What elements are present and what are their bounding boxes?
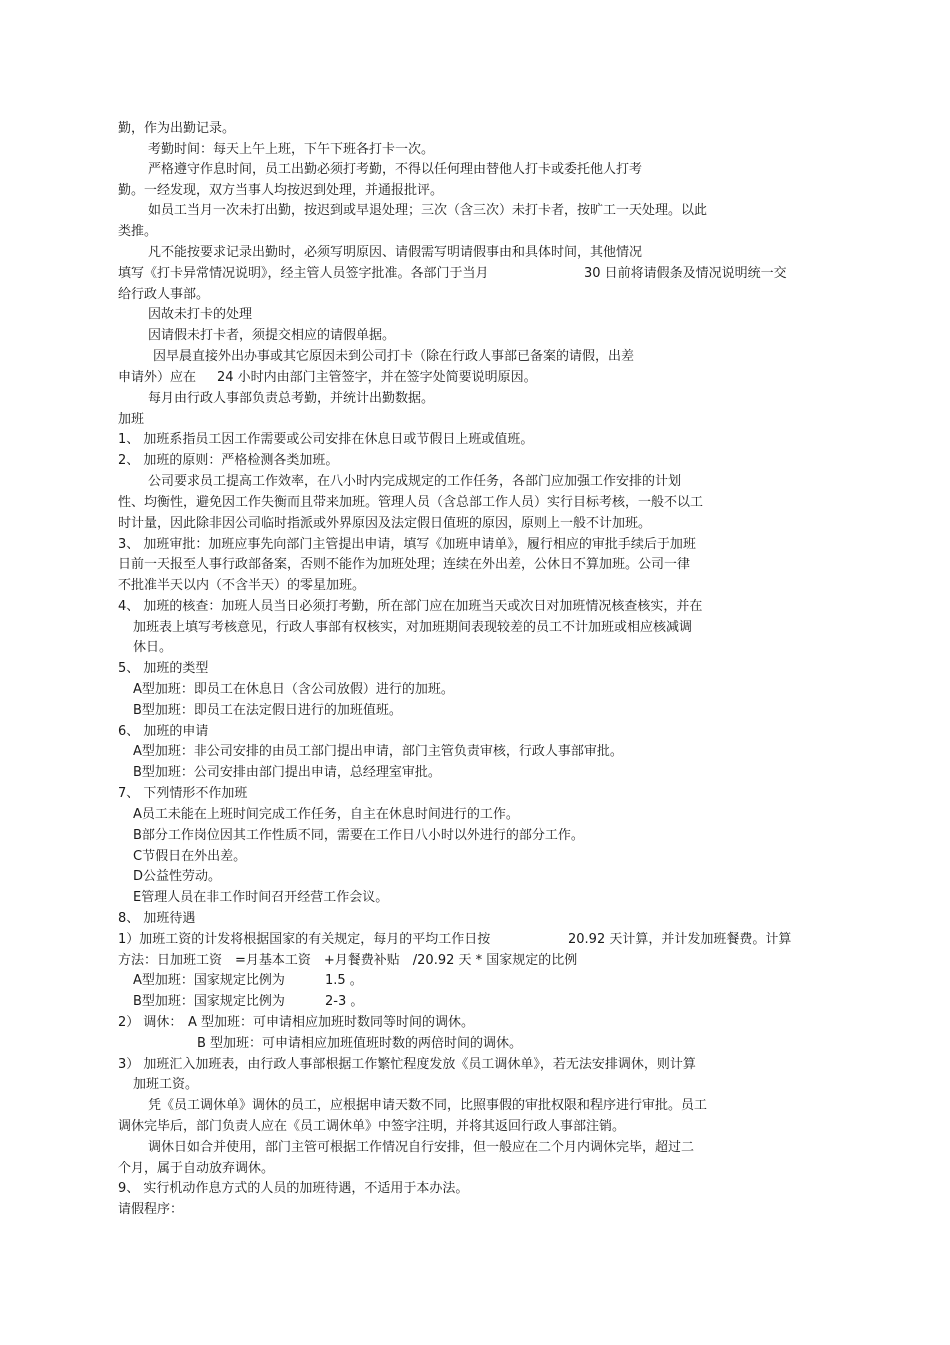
text-line: 30 日前将请假条及情况说明统一交 [584,266,787,281]
text-line: A员工未能在上班时间完成工作任务，自主在休息时间进行的工作。 [133,807,519,822]
text-line: 调休完毕后，部门负责人应在《员工调休单》中签字注明，并将其返回行政人事部注销。 [118,1119,626,1134]
text-line: 严格遵守作息时间，员工出勤必须打考勤，不得以任何理由替他人打卡或委托他人打考 [148,162,643,177]
section-heading: 请假程序： [118,1202,184,1217]
text-line: 个月，属于自动放弃调休。 [118,1161,275,1176]
text-line: B型加班：国家规定比例为 [133,994,285,1009]
text-line: 休日。 [133,640,173,655]
text-line: 日前一天报至人事行政部备案，否则不能作为加班处理；连续在外出差，公休日不算加班。公司一律 [118,557,691,572]
text-line: D公益性劳动。 [133,869,222,884]
text-line: 1.5 。 [325,973,363,988]
text-line: 每月由行政人事部负责总考勤，并统计出勤数据。 [148,391,435,406]
text-line: 方法：日加班工资 =月基本工资 +月餐费补贴 /20.92 天 * 国家规定的比例 [118,953,578,968]
text-line: 3） 加班汇入加班表，由行政人事部根据工作繁忙程度发放《员工调休单》，若无法安排调休，则计算 [118,1057,696,1072]
text-line: 7、 下列情形不作加班 [118,786,248,801]
text-line: 勤，作为出勤记录。 [118,121,236,136]
text-line: A型加班：国家规定比例为 [133,973,285,988]
text-line: 2） 调休： [118,1015,183,1030]
text-line: 申请外）应在 [118,370,197,385]
text-line: 凡不能按要求记录出勤时，必须写明原因、请假需写明请假事由和具体时间，其他情况 [148,245,643,260]
text-line: 给行政人事部。 [118,287,210,302]
text-line: B型加班：公司安排由部门提出申请，总经理室审批。 [133,765,441,780]
text-line: 性、均衡性，避免因工作失衡而且带来加班。管理人员（含总部工作人员）实行目标考核，一般不以工 [118,495,704,510]
text-line: B型加班：即员工在法定假日进行的加班值班。 [133,703,402,718]
text-line: 凭《员工调休单》调休的员工，应根据申请天数不同，比照事假的审批权限和程序进行审批。员工 [148,1098,708,1113]
text-line: 24 小时内由部门主管签字，并在签字处简要说明原因。 [217,370,537,385]
text-line: 2、 加班的原则：严格检测各类加班。 [118,453,339,468]
text-line: 不批准半天以内（不含半天）的零星加班。 [118,578,366,593]
text-line: A 型加班：可申请相应加班时数同等时间的调休。 [188,1015,475,1030]
text-line: C节假日在外出差。 [133,849,247,864]
text-line: 时计量，因此除非因公司临时指派或外界原因及法定假日值班的原因，原则上一般不计加班。 [118,516,652,531]
text-line: A型加班：即员工在休息日（含公司放假）进行的加班。 [133,682,454,697]
text-line: 加班表上填写考核意见，行政人事部有权核实，对加班期间表现较差的员工不计加班或相应核减调 [133,620,693,635]
text-line: 公司要求员工提高工作效率，在八小时内完成规定的工作任务，各部门应加强工作安排的计划 [148,474,682,489]
text-line: A型加班：非公司安排的由员工部门提出申请，部门主管负责审核，行政人事部审批。 [133,744,623,759]
text-line: 2-3 。 [325,994,364,1009]
text-line: 如员工当月一次未打出勤，按迟到或早退处理；三次（含三次）未打卡者，按旷工一天处理。以此 [148,203,708,218]
text-line: 考勤时间：每天上午上班，下午下班各打卡一次。 [148,142,435,157]
text-line: 加班工资。 [133,1077,199,1092]
text-line: 1、 加班系指员工因工作需要或公司安排在休息日或节假日上班或值班。 [118,432,534,447]
text-line: 8、 加班待遇 [118,911,196,926]
text-line: B部分工作岗位因其工作性质不同，需要在工作日八小时以外进行的部分工作。 [133,828,584,843]
section-heading: 加班 [118,412,145,427]
text-line: 勤。一经发现，双方当事人均按迟到处理，并通报批评。 [118,183,444,198]
text-line: 因故未打卡的处理 [148,307,253,322]
text-line: B 型加班：可申请相应加班值班时数的两倍时间的调休。 [197,1036,523,1051]
text-line: E管理人员在非工作时间召开经营工作会议。 [133,890,389,905]
text-line: 6、 加班的申请 [118,724,209,739]
text-line: 因早晨直接外出办事或其它原因未到公司打卡（除在行政人事部已备案的请假，出差 [153,349,635,364]
text-line: 调休日如合并使用，部门主管可根据工作情况自行安排，但一般应在二个月内调休完毕，超过二 [148,1140,695,1155]
text-line: 填写《打卡异常情况说明》，经主管人员签字批准。各部门于当月 [118,266,489,281]
text-line: 因请假未打卡者，须提交相应的请假单据。 [148,328,396,343]
text-line: 9、 实行机动作息方式的人员的加班待遇，不适用于本办法。 [118,1181,469,1196]
text-line: 20.92 天计算，并计发加班餐费。计算 [568,932,792,947]
text-line: 3、 加班审批：加班应事先向部门主管提出申请，填写《加班申请单》，履行相应的审批手续后于加班 [118,537,696,552]
text-line: 5、 加班的类型 [118,661,209,676]
text-line: 1）加班工资的计发将根据国家的有关规定，每月的平均工作日按 [118,932,491,947]
text-line: 4、 加班的核查：加班人员当日必须打考勤，所在部门应在加班当天或次日对加班情况核查核实，并在 [118,599,703,614]
text-line: 类推。 [118,224,158,239]
